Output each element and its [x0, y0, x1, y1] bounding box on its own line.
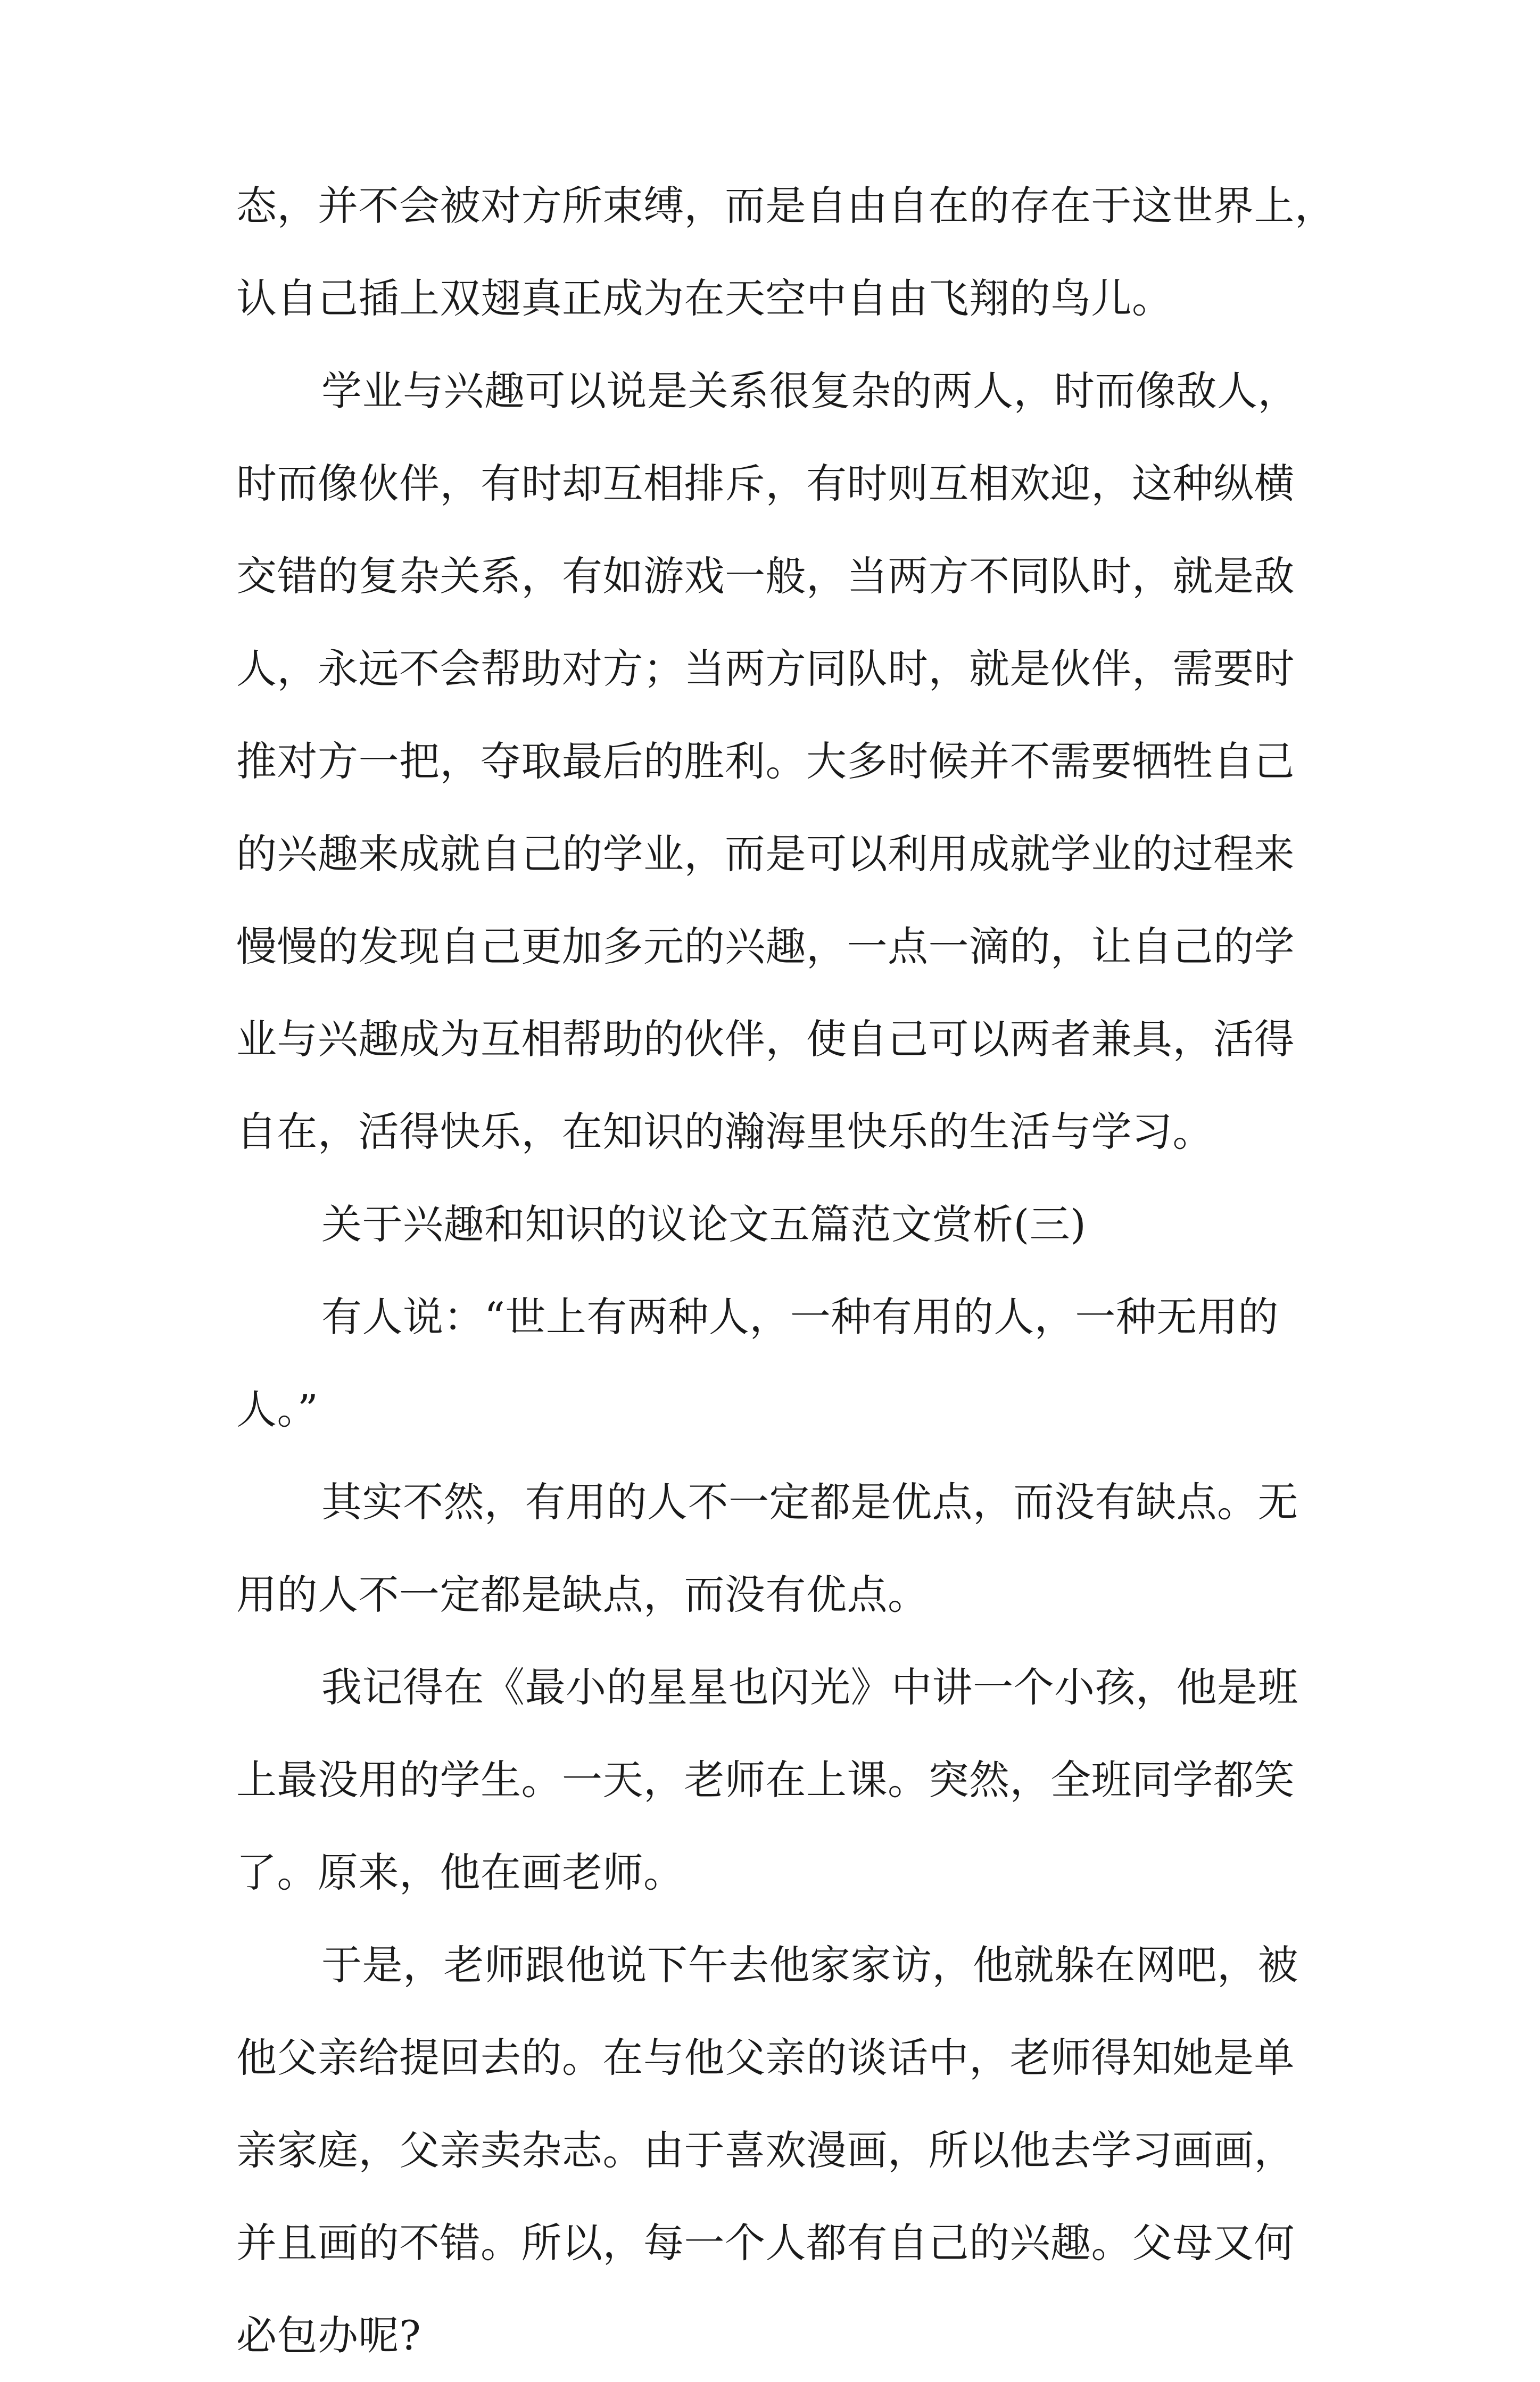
text-line: 用的人不一定都是缺点，而没有优点。 [236, 1571, 929, 1618]
text-line: 业与兴趣成为互相帮助的伙伴，使自己可以两者兼具，活得 [236, 1015, 1295, 1063]
text-line: 他父亲给提回去的。在与他父亲的谈话中，老师得知她是单 [236, 2034, 1295, 2081]
text-line: 了。原来，他在画老师。 [236, 1849, 684, 1896]
document-page [236, 160, 1336, 2382]
text-line: 时而像伙伴，有时却互相排斥，有时则互相欢迎，这种纵横 [236, 460, 1295, 507]
text-line: 人。” [236, 1386, 319, 1433]
paragraph-first-line: 学业与兴趣可以说是关系很复杂的两人，时而像敌人， [321, 367, 1298, 415]
text-line: 认自己插上双翅真正成为在天空中自由飞翔的鸟儿。 [236, 275, 1173, 322]
text-line: 推对方一把，夺取最后的胜利。大多时候并不需要牺牲自己 [236, 738, 1295, 785]
paragraph-first-line: 我记得在《最小的星星也闪光》中讲一个小孩，他是班 [321, 1664, 1298, 1711]
text-line: 上最没用的学生。一天，老师在上课。突然，全班同学都笑 [236, 1756, 1295, 1804]
text-line: 交错的复杂关系，有如游戏一般，当两方不同队时，就是敌 [236, 552, 1295, 600]
text-line: 亲家庭，父亲卖杂志。由于喜欢漫画，所以他去学习画画， [236, 2127, 1295, 2174]
section-heading: 关于兴趣和知识的议论文五篇范文赏析(三) [321, 1201, 1087, 1248]
text-line: 并且画的不错。所以，每一个人都有自己的兴趣。父母又何 [236, 2219, 1295, 2267]
paragraph-first-line: 于是，老师跟他说下午去他家家访，他就躲在网吧，被 [321, 1941, 1298, 1989]
text-line: 必包办呢? [236, 2312, 421, 2359]
text-line: 自在，活得快乐，在知识的瀚海里快乐的生活与学习。 [236, 1108, 1213, 1155]
text-line: 慢慢的发现自己更加多元的兴趣，一点一滴的，让自己的学 [236, 923, 1295, 970]
paragraph-first-line: 其实不然，有用的人不一定都是优点，而没有缺点。无 [321, 1478, 1298, 1526]
text-line: 的兴趣来成就自己的学业，而是可以利用成就学业的过程来 [236, 830, 1295, 878]
paragraph-first-line: 有人说：“世上有两种人，一种有用的人，一种无用的 [321, 1293, 1279, 1341]
text-line: 态，并不会被对方所束缚，而是自由自在的存在于这世界上， [236, 182, 1336, 229]
text-line: 人，永远不会帮助对方；当两方同队时，就是伙伴，需要时 [236, 645, 1295, 692]
